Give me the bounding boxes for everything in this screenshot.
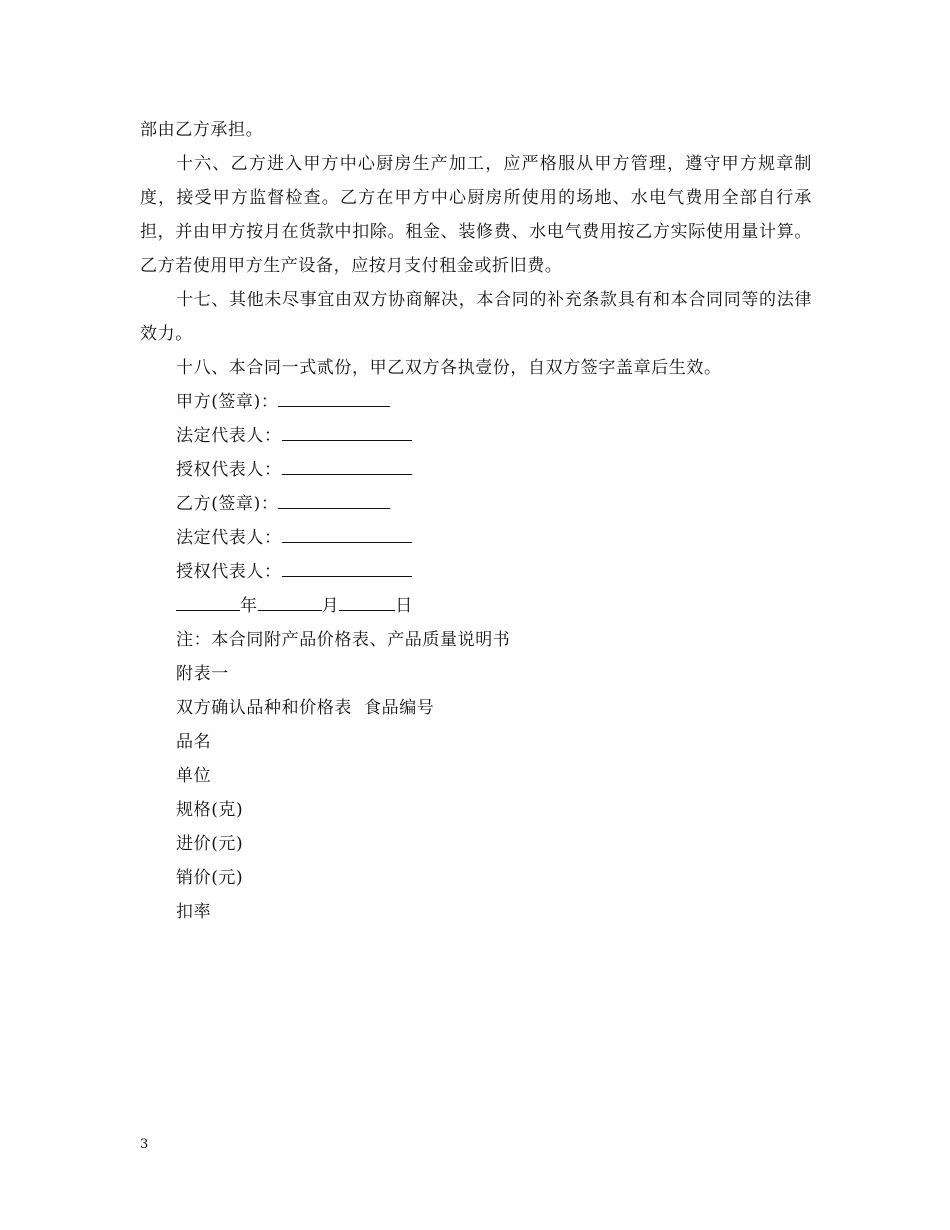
appendix-table-caption: 双方确认品种和价格表 食品编号: [176, 698, 435, 718]
party-a-signature-blank: [278, 388, 390, 407]
party-b-auth-rep-line: [140, 555, 812, 589]
party-b-signature-line: [140, 487, 812, 521]
day-blank: [339, 592, 395, 611]
appendix-field-discount-rate: 扣率: [176, 902, 212, 922]
party-a-auth-rep-line: [140, 453, 812, 487]
appendix-field-unit: 单位: [176, 766, 212, 786]
clause-16: 十六、乙方进入甲方中心厨房生产加工，应严格服从甲方管理，遵守甲方规章制度，接受甲方监督检查。乙方在甲方中心厨房所使用的场地、水电气费用全部自行承担，并由甲方按月在货款中扣除。租金、装修费、水电气费用按乙方实际使用量计算。乙方若使用甲方生产设备，应按月支付租金或折旧费。: [140, 154, 812, 276]
month-label: 月: [321, 596, 340, 616]
date-line: [140, 589, 812, 623]
clause-18: 十八、本合同一式贰份，甲乙双方各执壹份，自双方签字盖章后生效。: [176, 358, 722, 378]
year-label: 年: [240, 596, 258, 616]
clause-17: 十七、其他未尽事宜由双方协商解决，本合同的补充条款具有和本合同同等的法律效力。: [140, 290, 812, 344]
party-a-legal-rep-blank: [282, 422, 412, 441]
party-b-legal-rep-blank: [282, 524, 412, 543]
month-blank: [258, 592, 322, 611]
appendix-title: 附表一: [176, 664, 229, 684]
party-a-legal-rep-line: [140, 419, 812, 453]
party-b-label: 乙方(签章)：: [176, 494, 279, 514]
party-b-legal-rep-line: [140, 521, 812, 555]
party-a-auth-rep-blank: [282, 456, 412, 475]
year-blank: [176, 592, 240, 611]
appendix-field-spec: 规格(克): [176, 800, 244, 820]
attachment-note: 注：本合同附产品价格表、产品质量说明书: [176, 630, 511, 650]
party-a-label: 甲方(签章)：: [176, 392, 279, 412]
appendix-field-sale-price: 销价(元): [176, 868, 244, 888]
page-number: 3: [140, 1137, 149, 1152]
party-b-signature-blank: [278, 490, 390, 509]
party-b-legal-rep-label: 法定代表人：: [176, 528, 282, 548]
party-a-signature-line: [140, 385, 812, 419]
party-b-auth-rep-blank: [282, 558, 412, 577]
day-label: 日: [395, 596, 413, 616]
clause-continuation: 部由乙方承担。: [140, 120, 264, 140]
appendix-field-purchase-price: 进价(元): [176, 834, 244, 854]
party-b-auth-rep-label: 授权代表人：: [176, 562, 282, 582]
party-a-legal-rep-label: 法定代表人：: [176, 426, 282, 446]
appendix-field-name: 品名: [176, 732, 212, 752]
party-a-auth-rep-label: 授权代表人：: [176, 460, 282, 480]
document-body: [140, 113, 812, 929]
